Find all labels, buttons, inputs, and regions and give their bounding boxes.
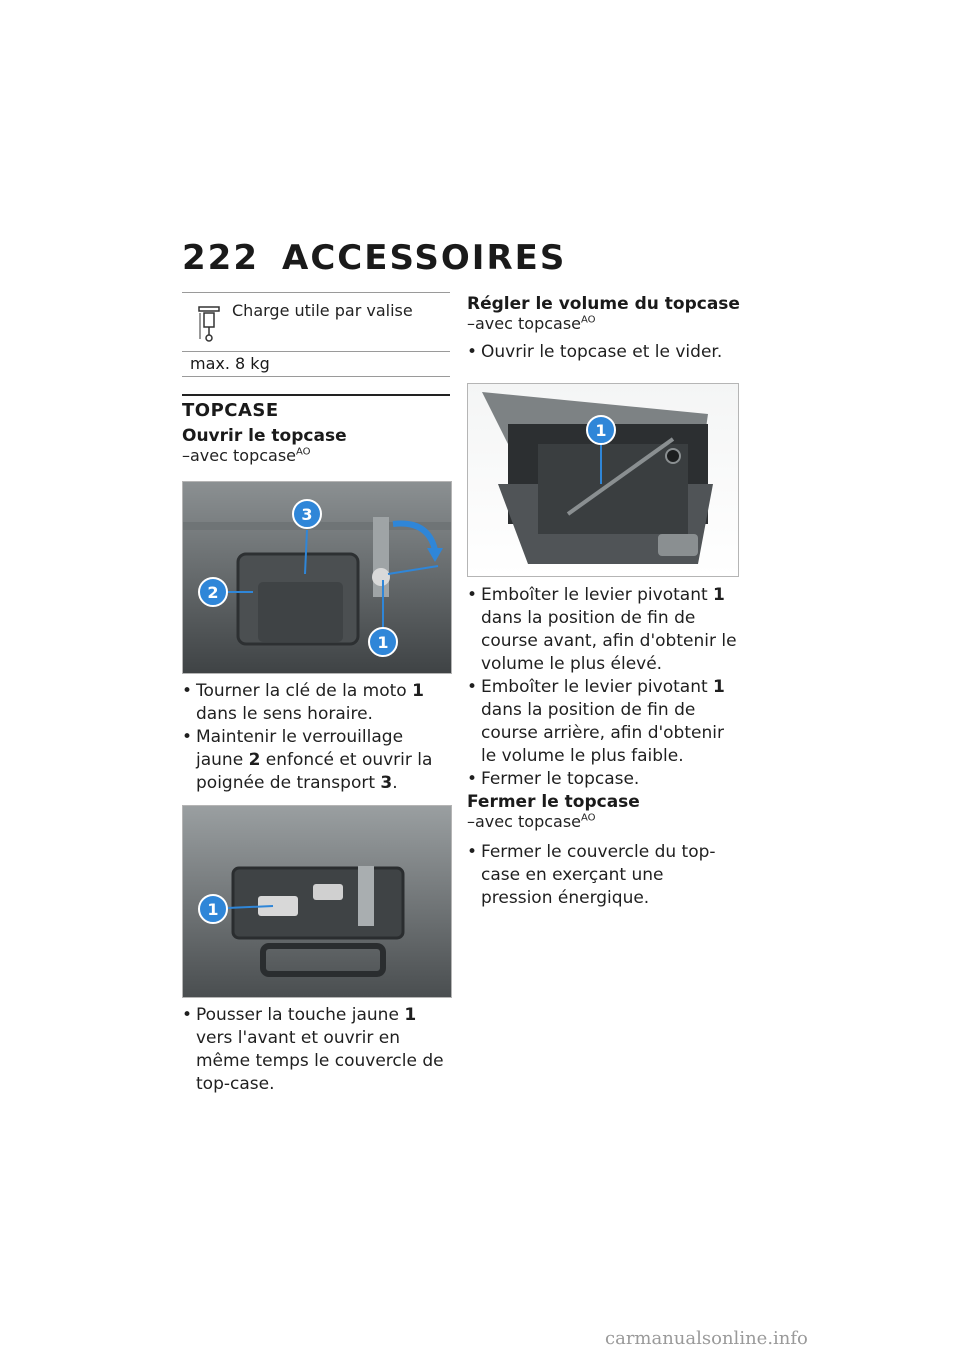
- volume-subtitle: –avec topcase$^{AO}$: [467, 314, 596, 333]
- spec-label: Charge utile par valise: [232, 301, 413, 320]
- chapter-title: ACCESSOIRES: [282, 238, 567, 278]
- spec-table: [182, 292, 450, 377]
- footer-watermark: carmanualsonline.info: [605, 1328, 808, 1349]
- volume-steps-0: [467, 341, 747, 364]
- list-item: • Emboîter le levier pivotant 1 dans la position de fin de course arrière, afin d'obtenir le volume le plus faible.: [467, 676, 741, 768]
- list-item: • Ouvrir le topcase et le vider.: [467, 341, 747, 364]
- volume-steps-list: [467, 584, 741, 791]
- list-item: • Emboîter le levier pivotant 1 dans la position de fin de course avant, afin d'obtenir le volume le plus élevé.: [467, 584, 741, 676]
- page-number: 222: [182, 238, 259, 278]
- volume-block: [467, 294, 747, 364]
- figure-push-button: [182, 805, 452, 998]
- callout-1: 1: [207, 900, 219, 919]
- figure-open-key: [182, 481, 452, 674]
- open-topcase-block: [182, 426, 452, 465]
- list-item: • Pousser la touche jaune 1 vers l'avant et ouvrir en même temps le couvercle de top-case.: [182, 1004, 454, 1096]
- close-subtitle: –avec topcase$^{AO}$: [467, 812, 596, 831]
- close-steps-list: [467, 841, 739, 910]
- open-title: Ouvrir le topcase: [182, 426, 347, 446]
- callout-3: 3: [301, 505, 313, 524]
- callout-2: 2: [207, 583, 219, 602]
- list-item: • Maintenir le verrouillage jaune 2 enfoncé et ouvrir la poignée de transport 3.: [182, 726, 452, 795]
- spec-value: max. 8 kg: [190, 354, 270, 373]
- list-item: • Fermer le topcase.: [467, 768, 741, 791]
- section-title: TOPCASE: [182, 394, 450, 421]
- figure-volume-lever: [467, 383, 739, 577]
- list-item: • Fermer le couvercle du top-case en exerçant une pression énergique.: [467, 841, 739, 910]
- open-steps-list: [182, 680, 452, 795]
- push-steps-list: [182, 1004, 454, 1096]
- close-title: Fermer le topcase: [467, 792, 640, 812]
- volume-title: Régler le volume du topcase: [467, 294, 740, 314]
- close-block: [467, 792, 747, 910]
- callout-1: 1: [595, 421, 607, 440]
- weight-icon: [196, 305, 222, 343]
- list-item: • Tourner la clé de la moto 1 dans le sens horaire.: [182, 680, 452, 726]
- callout-1: 1: [377, 633, 389, 652]
- open-subtitle: –avec topcase$^{AO}$: [182, 446, 311, 465]
